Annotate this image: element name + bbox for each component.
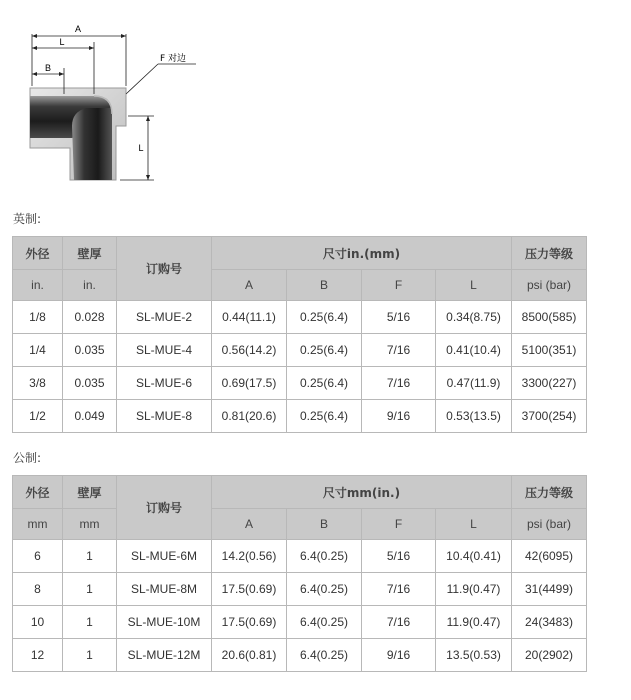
table-cell: 17.5(0.69) <box>212 573 287 606</box>
table-cell: 0.25(6.4) <box>287 367 362 400</box>
table-cell: 42(6095) <box>512 540 587 573</box>
table-row <box>13 301 587 334</box>
table-cell: 17.5(0.69) <box>212 606 287 639</box>
header-dim-l: L <box>436 270 512 301</box>
table-cell: 0.56(14.2) <box>212 334 287 367</box>
table-cell: 3/8 <box>13 367 63 400</box>
metric-section-label: 公制: <box>13 451 42 465</box>
table-cell: 20(2902) <box>512 639 587 672</box>
header-dim-a: A <box>212 270 287 301</box>
table-cell: 9/16 <box>362 400 436 433</box>
table-cell: SL-MUE-6M <box>117 540 212 573</box>
table-cell: 14.2(0.56) <box>212 540 287 573</box>
table-cell: SL-MUE-8M <box>117 573 212 606</box>
table-cell: 31(4499) <box>512 573 587 606</box>
header-od-unit: in. <box>13 270 63 301</box>
table-cell: 0.049 <box>63 400 117 433</box>
header-dim-f: F <box>362 270 436 301</box>
header-dim-b: B <box>287 270 362 301</box>
table-cell: 7/16 <box>362 606 436 639</box>
header-dim-b: B <box>287 509 362 540</box>
table-cell: 9/16 <box>362 639 436 672</box>
table-cell: 0.81(20.6) <box>212 400 287 433</box>
table-cell: 1/4 <box>13 334 63 367</box>
table-cell: 8 <box>13 573 63 606</box>
table-cell: 0.47(11.9) <box>436 367 512 400</box>
table-cell: 1 <box>63 606 117 639</box>
table-cell: 0.035 <box>63 367 117 400</box>
table-cell: SL-MUE-10M <box>117 606 212 639</box>
table-cell: 10 <box>13 606 63 639</box>
table-cell: 6 <box>13 540 63 573</box>
header-dim-a: A <box>212 509 287 540</box>
imperial-spec-table <box>12 236 587 433</box>
table-cell: 0.25(6.4) <box>287 334 362 367</box>
table-cell: 0.69(17.5) <box>212 367 287 400</box>
table-cell: 13.5(0.53) <box>436 639 512 672</box>
header-part-number: 订购号 <box>117 237 212 301</box>
table-cell: 0.25(6.4) <box>287 400 362 433</box>
header-dim-f: F <box>362 509 436 540</box>
table-cell: 5100(351) <box>512 334 587 367</box>
table-cell: 6.4(0.25) <box>287 606 362 639</box>
table-cell: 0.25(6.4) <box>287 301 362 334</box>
table-row <box>13 334 587 367</box>
header-pressure-unit: psi (bar) <box>512 270 587 301</box>
table-cell: 0.34(8.75) <box>436 301 512 334</box>
header-wall: 壁厚 <box>63 476 117 509</box>
table-cell: 8500(585) <box>512 301 587 334</box>
table-cell: 11.9(0.47) <box>436 606 512 639</box>
table-cell: 12 <box>13 639 63 672</box>
table-cell: 1 <box>63 639 117 672</box>
table-cell: SL-MUE-8 <box>117 400 212 433</box>
elbow-fitting-diagram <box>8 8 208 198</box>
header-dimensions: 尺寸in.(mm) <box>212 237 512 270</box>
table-cell: 1 <box>63 573 117 606</box>
table-cell: 6.4(0.25) <box>287 639 362 672</box>
table-cell: 5/16 <box>362 301 436 334</box>
table-cell: 3700(254) <box>512 400 587 433</box>
header-dim-l: L <box>436 509 512 540</box>
table-cell: 0.41(10.4) <box>436 334 512 367</box>
header-od: 外径 <box>13 237 63 270</box>
table-row <box>13 573 587 606</box>
header-od-unit: mm <box>13 509 63 540</box>
header-wall: 壁厚 <box>63 237 117 270</box>
header-pressure: 压力等级 <box>512 237 587 270</box>
table-cell: 7/16 <box>362 367 436 400</box>
dim-label-a: A <box>74 24 82 34</box>
table-cell: 6.4(0.25) <box>287 573 362 606</box>
table-row <box>13 639 587 672</box>
header-od: 外径 <box>13 476 63 509</box>
header-dimensions: 尺寸mm(in.) <box>212 476 512 509</box>
dim-label-l-side: L <box>138 143 144 153</box>
table-cell: SL-MUE-4 <box>117 334 212 367</box>
table-cell: 10.4(0.41) <box>436 540 512 573</box>
table-cell: 0.028 <box>63 301 117 334</box>
table-cell: 11.9(0.47) <box>436 573 512 606</box>
table-cell: 6.4(0.25) <box>287 540 362 573</box>
table-cell: 1/8 <box>13 301 63 334</box>
header-part-number: 订购号 <box>117 476 212 540</box>
table-cell: 0.035 <box>63 334 117 367</box>
table-row <box>13 400 587 433</box>
table-row <box>13 606 587 639</box>
dim-label-f: F 对边 <box>160 54 187 64</box>
metric-spec-table <box>12 475 587 672</box>
table-cell: 24(3483) <box>512 606 587 639</box>
table-cell: 1/2 <box>13 400 63 433</box>
table-cell: 1 <box>63 540 117 573</box>
table-cell: 5/16 <box>362 540 436 573</box>
table-cell: 7/16 <box>362 334 436 367</box>
table-cell: 20.6(0.81) <box>212 639 287 672</box>
table-cell: SL-MUE-2 <box>117 301 212 334</box>
dim-label-b: B <box>44 63 52 73</box>
table-cell: SL-MUE-12M <box>117 639 212 672</box>
header-wall-unit: in. <box>63 270 117 301</box>
table-cell: 3300(227) <box>512 367 587 400</box>
table-row <box>13 367 587 400</box>
dim-label-l-top: L <box>59 37 65 47</box>
table-cell: 0.53(13.5) <box>436 400 512 433</box>
table-cell: 7/16 <box>362 573 436 606</box>
header-wall-unit: mm <box>63 509 117 540</box>
header-pressure-unit: psi (bar) <box>512 509 587 540</box>
header-pressure: 压力等级 <box>512 476 587 509</box>
vertical-tube <box>72 108 112 180</box>
table-cell: SL-MUE-6 <box>117 367 212 400</box>
table-row <box>13 540 587 573</box>
table-cell: 0.44(11.1) <box>212 301 287 334</box>
imperial-section-label: 英制: <box>13 212 42 226</box>
